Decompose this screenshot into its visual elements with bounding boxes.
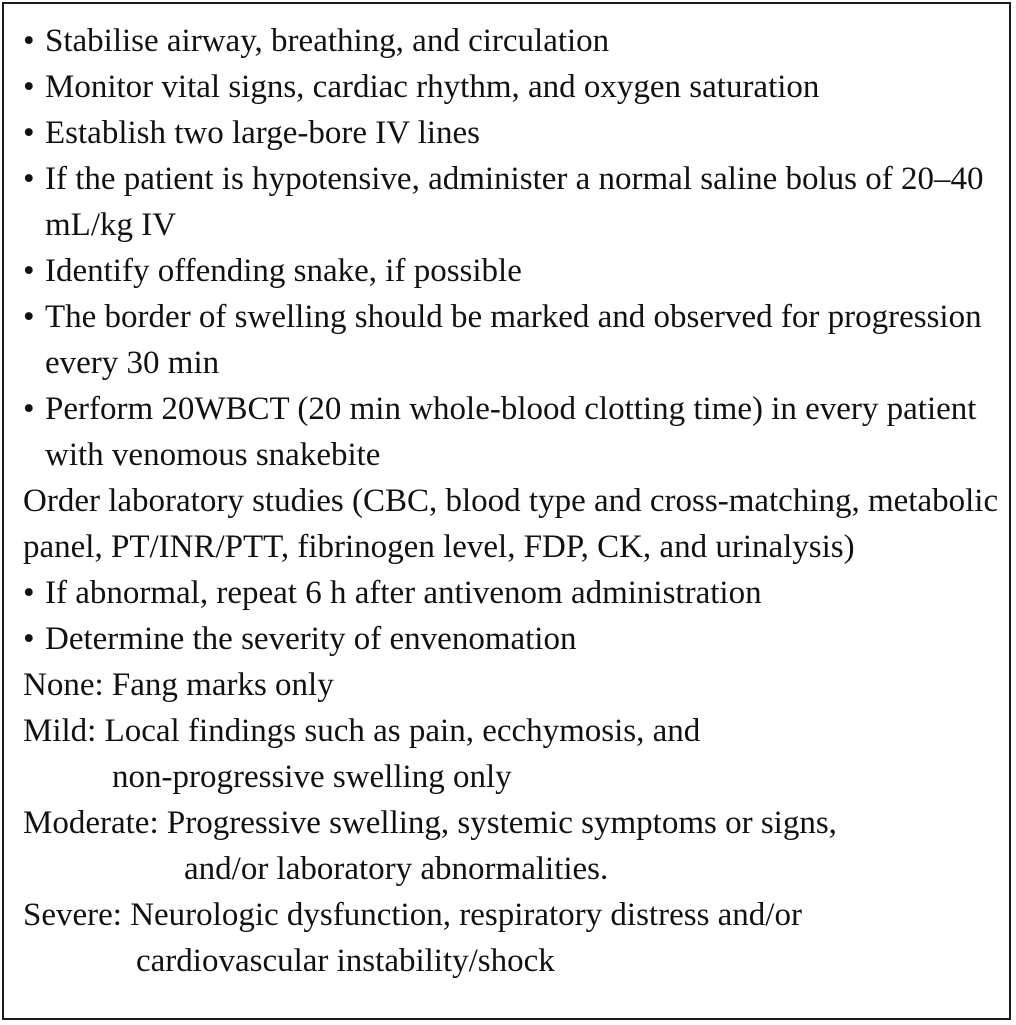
severity-description-cont: and/or laboratory abnormalities. [184,851,609,887]
severity-none [23,662,1001,708]
bullet-glyph: • [23,115,35,151]
severity-description: Progressive swelling, systemic symptoms or signs, [166,805,837,841]
severity-moderate [23,800,1001,892]
list-item [23,570,1001,616]
bullet-glyph: • [23,621,35,657]
bullet-glyph: • [23,161,35,197]
list-item [23,156,1001,248]
severity-description: Local findings such as pain, ecchymosis, and [104,713,701,749]
list-item [23,616,1001,662]
severity-severe [23,892,1001,984]
bullet-glyph: • [23,69,35,105]
list-item [23,248,1001,294]
list-item [23,294,1001,386]
protocol-box [2,2,1011,1020]
severity-description: Neurologic dysfunction, respiratory distress and/or [130,897,802,933]
list-item-text: Establish two large-bore IV lines [45,115,481,151]
severity-description-cont: cardiovascular instability/shock [136,943,555,979]
list-item-text: The border of swelling should be marked and observed for progression every 30 min [45,299,982,381]
list-item-text: If the patient is hypotensive, administer a normal saline bolus of 20–40 mL/kg IV [45,161,984,243]
severity-label: None: [23,667,104,703]
bullet-glyph: • [23,391,35,427]
list-item-text: Monitor vital signs, cardiac rhythm, and oxygen saturation [45,69,820,105]
severity-label: Moderate: [23,805,159,841]
severity-mild [23,708,1001,800]
severity-label: Severe: [23,897,122,933]
bullet-glyph: • [23,23,35,59]
list-item-text: Identify offending snake, if possible [45,253,522,289]
order-lab-studies-paragraph: Order laboratory studies (CBC, blood type and cross-matching, metabolic panel, PT/INR/PTT, fibrinogen level, FDP, CK, and urinalysis) [23,483,999,565]
list-item [23,386,1001,478]
list-item-text: Determine the severity of envenomation [45,621,577,657]
protocol-content [23,18,1001,984]
list-item-text: Perform 20WBCT (20 min whole-blood clotting time) in every patient with venomous snakebite [45,391,977,473]
bullet-glyph: • [23,575,35,611]
list-item [23,18,1001,64]
list-item-text: Stabilise airway, breathing, and circulation [45,23,610,59]
list-item-text: If abnormal, repeat 6 h after antivenom administration [45,575,762,611]
severity-description-cont: non-progressive swelling only [112,759,512,795]
severity-label: Mild: [23,713,97,749]
severity-description: Fang marks only [111,667,334,703]
bullet-glyph: • [23,299,35,335]
bullet-glyph: • [23,253,35,289]
list-item [23,110,1001,156]
list-item [23,64,1001,110]
